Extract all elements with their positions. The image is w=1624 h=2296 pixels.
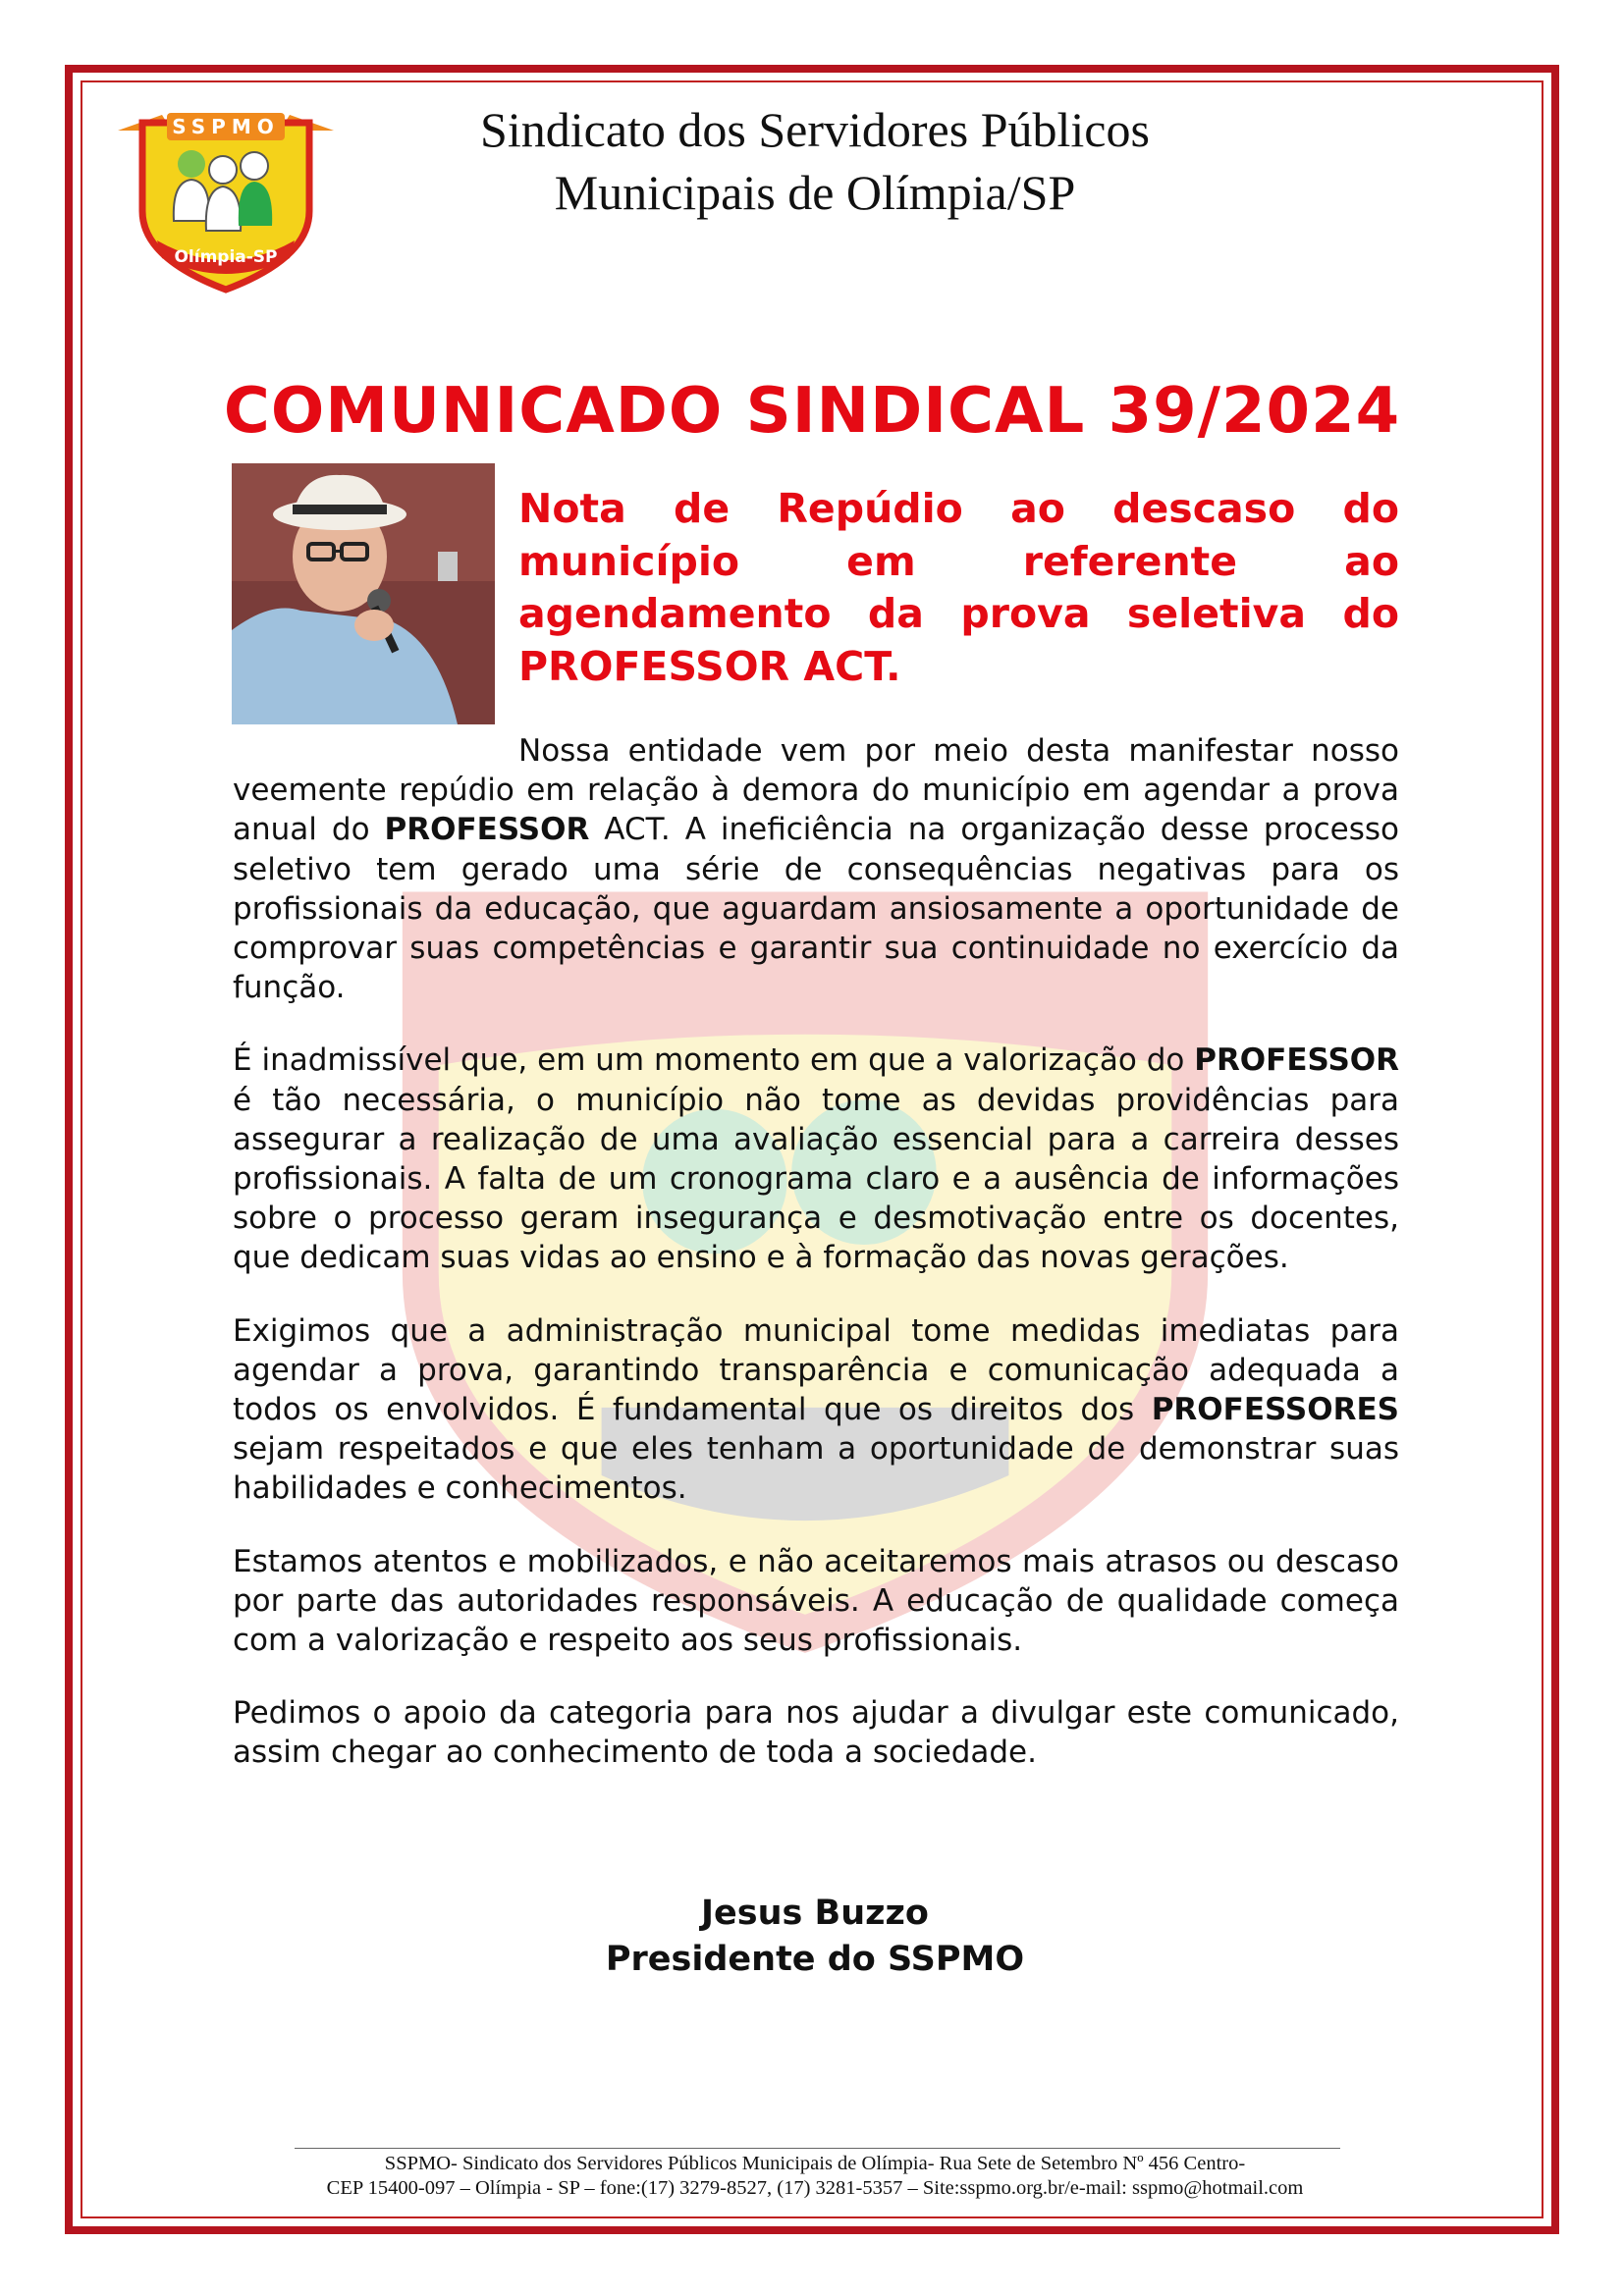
paragraph-text: ACT. A ineficiência na organização desse processo seletivo tem gerado uma série de consequências negativas para os profissionais da educação, que aguardam ansiosamente a oportunidade de comprovar suas competências e garantir sua continuidade no exercício da função. [233, 812, 1399, 1006]
sspmo-logo [113, 93, 339, 294]
footer-divider [295, 2148, 1340, 2149]
subtitle-line: agendamento da prova seletiva do [518, 590, 1399, 637]
paragraph-emphasis: PROFESSOR [1194, 1042, 1399, 1079]
paragraph-text: Exigimos que a administração municipal tome medidas imediatas para agendar a prova, garantindo transparência e comunicação adequada a todos os envolvidos. É fundamental que os direitos dos [233, 1312, 1399, 1428]
paragraph-text: sejam respeitados e que eles tenham a oportunidade de demonstrar suas habilidades e conhecimentos. [233, 1431, 1399, 1507]
organization-name-line1: Sindicato dos Servidores Públicos [480, 102, 1150, 157]
paragraph-text: é tão necessária, o município não tome as devidas providências para assegurar a realização de uma avaliação essencial para a carreira desses profissionais. A falta de um cronograma claro e a ausência de informações sobre o processo geram insegurança e desmotivação entre os docentes, que dedicam suas vidas ao ensino e à formação das novas gerações. [233, 1082, 1399, 1276]
paragraph-text: É inadmissível que, em um momento em que a valorização do [233, 1042, 1195, 1079]
subtitle-line: Nota de Repúdio ao descaso do [518, 485, 1399, 532]
signature-block [422, 1891, 1208, 1983]
paragraph-5: Pedimos o apoio da categoria para nos ajudar a divulgar este comunicado, assim chegar ao conhecimento de toda a sociedade. [233, 1695, 1399, 1771]
organization-name-line2: Municipais de Olímpia/SP [554, 165, 1076, 220]
paragraph-emphasis: PROFESSOR [384, 812, 590, 848]
document-body [233, 731, 1399, 1806]
footer [196, 2152, 1434, 2201]
organization-name [393, 98, 1237, 224]
paragraph-1 [233, 731, 1399, 1007]
signatory-role: Presidente do SSPMO [605, 1940, 1025, 1979]
paragraph-3 [233, 1311, 1399, 1509]
signatory-name: Jesus Buzzo [701, 1894, 929, 1933]
subtitle-line: PROFESSOR ACT. [518, 642, 901, 690]
logo-bottom-text: Olímpia-SP [174, 247, 278, 267]
footer-line1: SSPMO- Sindicato dos Servidores Públicos Municipais de Olímpia- Rua Sete de Setembro Nº 456 Centro- [384, 2153, 1246, 2174]
logo-top-text: SSPMO [172, 115, 280, 138]
paragraph-2 [233, 1041, 1399, 1277]
paragraph-text: Nossa entidade vem por meio desta manifestar nosso veemente repúdio em relação à demora do município em agendar a prova anual do [233, 733, 1399, 848]
footer-line2: CEP 15400-097 – Olímpia - SP – fone:(17) 3279-8527, (17) 3281-5357 – Site:sspmo.org.br/e-mail: sspmo@hotmail.com [326, 2177, 1304, 2199]
president-photo [232, 463, 495, 724]
paragraph-emphasis: PROFESSORES [1151, 1392, 1399, 1428]
notice-subtitle [518, 483, 1399, 693]
document-title: COMUNICADO SINDICAL 39/2024 [223, 375, 1401, 448]
paragraph-4: Estamos atentos e mobilizados, e não aceitaremos mais atrasos ou descaso por parte das autoridades responsáveis. A educação de qualidade começa com a valorização e respeito aos seus profissionais. [233, 1543, 1399, 1659]
subtitle-line: município em referente ao [518, 537, 1399, 585]
